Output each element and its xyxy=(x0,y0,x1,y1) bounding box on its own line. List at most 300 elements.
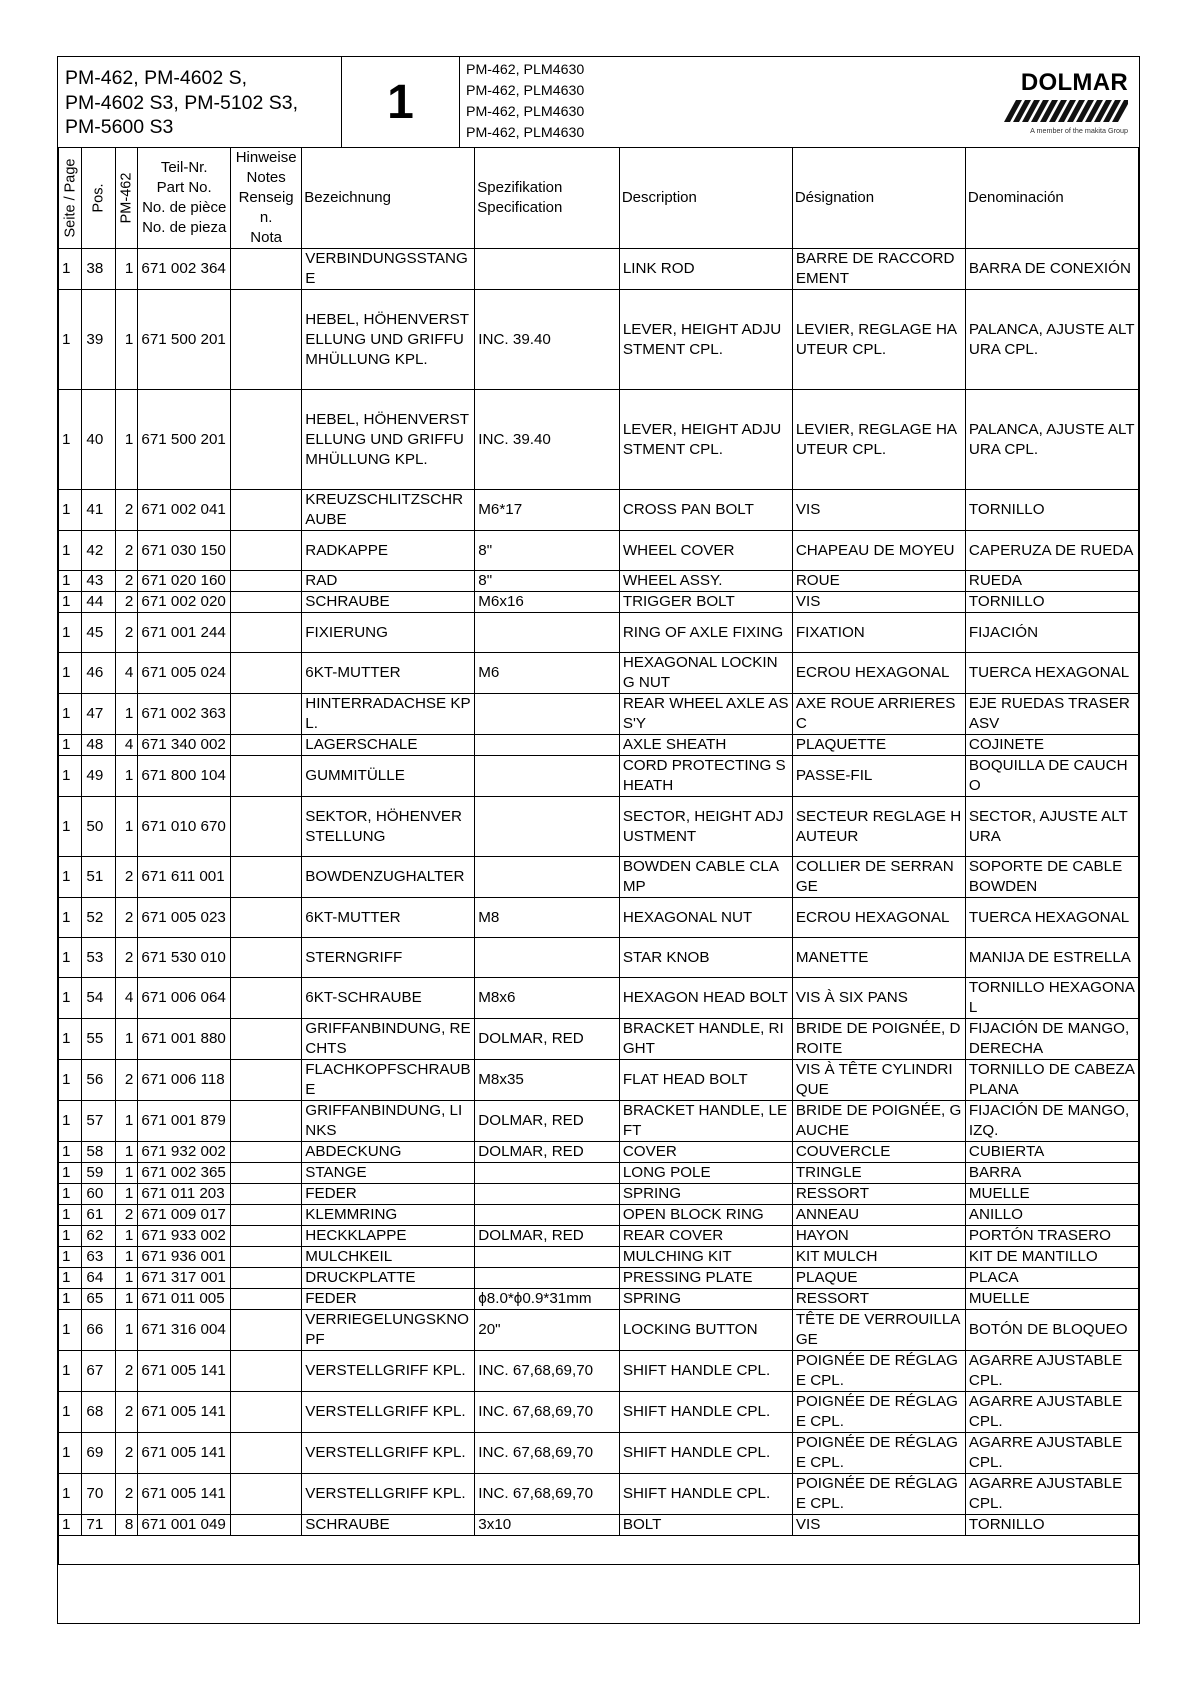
cell-qty: 4 xyxy=(115,978,137,1019)
cell-bezeichnung: STANGE xyxy=(302,1163,475,1184)
cell-notes xyxy=(231,1310,302,1351)
cell-pos: 63 xyxy=(82,1247,116,1268)
cell-part-no: 671 002 364 xyxy=(138,249,231,290)
cell-page: 1 xyxy=(59,249,82,290)
cell-page: 1 xyxy=(59,1310,82,1351)
cell-pos: 46 xyxy=(82,653,116,694)
cell-bezeichnung: GUMMITÜLLE xyxy=(302,756,475,797)
cell-description: REAR COVER xyxy=(619,1226,792,1247)
col-header-notes: Hinweise Notes Renseign. Nota xyxy=(231,148,302,249)
cell-page: 1 xyxy=(59,390,82,490)
cell-designation: COLLIER DE SERRANGE xyxy=(792,857,965,898)
cell-qty: 1 xyxy=(115,1142,137,1163)
cell-qty: 2 xyxy=(115,1392,137,1433)
cell-denominacion: PALANCA, AJUSTE ALTURA CPL. xyxy=(965,390,1138,490)
cell-designation: ECROU HEXAGONAL xyxy=(792,653,965,694)
cell-page: 1 xyxy=(59,1163,82,1184)
cell-part-no: 671 800 104 xyxy=(138,756,231,797)
cell-notes xyxy=(231,592,302,613)
cell-page: 1 xyxy=(59,1392,82,1433)
table-row xyxy=(59,571,1139,592)
cell-spec: INC. 67,68,69,70 xyxy=(475,1433,620,1474)
cell-spec xyxy=(475,797,620,857)
cell-spec xyxy=(475,938,620,978)
cell-description: SECTOR, HEIGHT ADJUSTMENT xyxy=(619,797,792,857)
cell-notes xyxy=(231,1392,302,1433)
cell-designation: PASSE-FIL xyxy=(792,756,965,797)
cell-designation: COUVERCLE xyxy=(792,1142,965,1163)
cell-notes xyxy=(231,1101,302,1142)
cell-denominacion: AGARRE AJUSTABLE CPL. xyxy=(965,1392,1138,1433)
cell-qty: 2 xyxy=(115,490,137,531)
cell-description: LINK ROD xyxy=(619,249,792,290)
cell-notes xyxy=(231,290,302,390)
cell-part-no: 671 009 017 xyxy=(138,1205,231,1226)
cell-qty: 1 xyxy=(115,1184,137,1205)
cell-spec: 8" xyxy=(475,531,620,571)
cell-spec: DOLMAR, RED xyxy=(475,1019,620,1060)
cell-qty: 1 xyxy=(115,756,137,797)
cell-description: PRESSING PLATE xyxy=(619,1268,792,1289)
cell-pos: 67 xyxy=(82,1351,116,1392)
table-row xyxy=(59,1310,1139,1351)
cell-spec xyxy=(475,735,620,756)
cell-pos: 71 xyxy=(82,1515,116,1536)
table-row xyxy=(59,592,1139,613)
cell-designation: AXE ROUE ARRIERESC xyxy=(792,694,965,735)
cell-denominacion: CUBIERTA xyxy=(965,1142,1138,1163)
cell-bezeichnung: VERSTELLGRIFF KPL. xyxy=(302,1392,475,1433)
variant-line: PM-462, PLM4630 xyxy=(466,104,585,120)
cell-designation: BRIDE DE POIGNÉE, GAUCHE xyxy=(792,1101,965,1142)
cell-pos: 57 xyxy=(82,1101,116,1142)
cell-denominacion: RUEDA xyxy=(965,571,1138,592)
cell-designation: ANNEAU xyxy=(792,1205,965,1226)
cell-page: 1 xyxy=(59,1205,82,1226)
table-row xyxy=(59,978,1139,1019)
cell-denominacion: TORNILLO xyxy=(965,592,1138,613)
cell-spec: 3x10 xyxy=(475,1515,620,1536)
cell-description: STAR KNOB xyxy=(619,938,792,978)
cell-notes xyxy=(231,1060,302,1101)
cell-denominacion: BOTÓN DE BLOQUEO xyxy=(965,1310,1138,1351)
cell-designation: PLAQUETTE xyxy=(792,735,965,756)
cell-part-no: 671 001 879 xyxy=(138,1101,231,1142)
table-row xyxy=(59,613,1139,653)
cell-qty: 2 xyxy=(115,938,137,978)
cell-pos: 64 xyxy=(82,1268,116,1289)
cell-designation: LEVIER, REGLAGE HAUTEUR CPL. xyxy=(792,390,965,490)
cell-spec xyxy=(475,1184,620,1205)
cell-notes xyxy=(231,1433,302,1474)
cell-spec xyxy=(475,1205,620,1226)
cell-qty: 2 xyxy=(115,1474,137,1515)
cell-notes xyxy=(231,735,302,756)
cell-qty: 1 xyxy=(115,1163,137,1184)
brand-tagline: A member of the makita Group xyxy=(1030,126,1128,135)
cell-page: 1 xyxy=(59,592,82,613)
cell-description: FLAT HEAD BOLT xyxy=(619,1060,792,1101)
cell-description: WHEEL ASSY. xyxy=(619,571,792,592)
cell-description: SPRING xyxy=(619,1184,792,1205)
cell-part-no: 671 530 010 xyxy=(138,938,231,978)
cell-page: 1 xyxy=(59,694,82,735)
cell-qty: 1 xyxy=(115,1289,137,1310)
cell-pos: 42 xyxy=(82,531,116,571)
model-line: PM-4602 S3, PM-5102 S3, xyxy=(65,91,299,114)
cell-denominacion: TORNILLO xyxy=(965,490,1138,531)
cell-qty: 2 xyxy=(115,571,137,592)
cell-pos: 38 xyxy=(82,249,116,290)
cell-notes xyxy=(231,249,302,290)
cell-spec: M6x16 xyxy=(475,592,620,613)
cell-notes xyxy=(231,857,302,898)
cell-spec xyxy=(475,1163,620,1184)
cell-qty: 2 xyxy=(115,857,137,898)
table-row xyxy=(59,1060,1139,1101)
cell-page: 1 xyxy=(59,1019,82,1060)
cell-designation: ROUE xyxy=(792,571,965,592)
table-row xyxy=(59,1184,1139,1205)
cell-part-no: 671 030 150 xyxy=(138,531,231,571)
cell-page: 1 xyxy=(59,1184,82,1205)
table-row xyxy=(59,390,1139,490)
cell-bezeichnung: SCHRAUBE xyxy=(302,1515,475,1536)
cell-bezeichnung: DRUCKPLATTE xyxy=(302,1268,475,1289)
parts-list-sheet xyxy=(57,56,1140,1624)
cell-part-no: 671 005 141 xyxy=(138,1351,231,1392)
table-row xyxy=(59,1392,1139,1433)
table-header-row xyxy=(59,148,1139,249)
cell-page: 1 xyxy=(59,978,82,1019)
cell-denominacion: AGARRE AJUSTABLE CPL. xyxy=(965,1351,1138,1392)
table-row xyxy=(59,249,1139,290)
cell-denominacion: KIT DE MANTILLO xyxy=(965,1247,1138,1268)
cell-part-no: 671 316 004 xyxy=(138,1310,231,1351)
cell-description: SHIFT HANDLE CPL. xyxy=(619,1474,792,1515)
table-row xyxy=(59,1433,1139,1474)
cell-qty: 2 xyxy=(115,592,137,613)
cell-qty: 1 xyxy=(115,290,137,390)
table-row xyxy=(59,290,1139,390)
table-row xyxy=(59,735,1139,756)
cell-spec xyxy=(475,756,620,797)
cell-pos: 65 xyxy=(82,1289,116,1310)
cell-page: 1 xyxy=(59,290,82,390)
dolmar-stripes-logo-icon xyxy=(1004,100,1128,122)
cell-designation: POIGNÉE DE RÉGLAGE CPL. xyxy=(792,1392,965,1433)
cell-designation: RESSORT xyxy=(792,1184,965,1205)
cell-bezeichnung: STERNGRIFF xyxy=(302,938,475,978)
cell-spec: 8" xyxy=(475,571,620,592)
variant-line: PM-462, PLM4630 xyxy=(466,125,585,141)
cell-part-no: 671 005 141 xyxy=(138,1474,231,1515)
cell-pos: 58 xyxy=(82,1142,116,1163)
cell-denominacion: PORTÓN TRASERO xyxy=(965,1226,1138,1247)
col-header-pos: Pos. xyxy=(82,148,116,249)
cell-page: 1 xyxy=(59,898,82,938)
cell-pos: 68 xyxy=(82,1392,116,1433)
cell-notes xyxy=(231,1142,302,1163)
cell-denominacion: EJE RUEDAS TRASERASV xyxy=(965,694,1138,735)
cell-description: REAR WHEEL AXLE ASS'Y xyxy=(619,694,792,735)
table-row xyxy=(59,653,1139,694)
table-row xyxy=(59,1101,1139,1142)
cell-qty: 2 xyxy=(115,898,137,938)
cell-spec xyxy=(475,613,620,653)
cell-designation: CHAPEAU DE MOYEU xyxy=(792,531,965,571)
cell-spec: M8x6 xyxy=(475,978,620,1019)
cell-bezeichnung: VERSTELLGRIFF KPL. xyxy=(302,1474,475,1515)
cell-qty: 2 xyxy=(115,531,137,571)
cell-spec xyxy=(475,249,620,290)
cell-page: 1 xyxy=(59,735,82,756)
cell-designation: POIGNÉE DE RÉGLAGE CPL. xyxy=(792,1351,965,1392)
cell-pos: 47 xyxy=(82,694,116,735)
cell-spec: M6*17 xyxy=(475,490,620,531)
cell-designation: TÊTE DE VERROUILLAGE xyxy=(792,1310,965,1351)
cell-denominacion: SOPORTE DE CABLE BOWDEN xyxy=(965,857,1138,898)
cell-page: 1 xyxy=(59,1060,82,1101)
cell-page: 1 xyxy=(59,857,82,898)
cell-description: LONG POLE xyxy=(619,1163,792,1184)
cell-notes xyxy=(231,1184,302,1205)
cell-bezeichnung: ABDECKUNG xyxy=(302,1142,475,1163)
cell-part-no: 671 932 002 xyxy=(138,1142,231,1163)
cell-page: 1 xyxy=(59,1101,82,1142)
cell-bezeichnung: BOWDENZUGHALTER xyxy=(302,857,475,898)
model-line: PM-5600 S3 xyxy=(65,116,174,138)
cell-notes xyxy=(231,1247,302,1268)
cell-notes xyxy=(231,1351,302,1392)
cell-designation: BARRE DE RACCORDEMENT xyxy=(792,249,965,290)
cell-spec: M8x35 xyxy=(475,1060,620,1101)
cell-spec: DOLMAR, RED xyxy=(475,1226,620,1247)
cell-notes xyxy=(231,694,302,735)
cell-designation: VIS À TÊTE CYLINDRIQUE xyxy=(792,1060,965,1101)
cell-bezeichnung: VERSTELLGRIFF KPL. xyxy=(302,1351,475,1392)
cell-designation: SECTEUR REGLAGE HAUTEUR xyxy=(792,797,965,857)
cell-bezeichnung: HINTERRADACHSE KPL. xyxy=(302,694,475,735)
cell-spec xyxy=(475,694,620,735)
cell-description: WHEEL COVER xyxy=(619,531,792,571)
col-header-part-no: Teil-Nr. Part No. No. de pièce No. de pieza xyxy=(138,148,231,249)
cell-pos: 49 xyxy=(82,756,116,797)
cell-description: AXLE SHEATH xyxy=(619,735,792,756)
cell-bezeichnung: RADKAPPE xyxy=(302,531,475,571)
cell-denominacion: TORNILLO HEXAGONAL xyxy=(965,978,1138,1019)
cell-description: COVER xyxy=(619,1142,792,1163)
cell-designation: FIXATION xyxy=(792,613,965,653)
cell-notes xyxy=(231,571,302,592)
cell-qty: 1 xyxy=(115,694,137,735)
cell-notes xyxy=(231,756,302,797)
cell-part-no: 671 936 001 xyxy=(138,1247,231,1268)
cell-pos: 62 xyxy=(82,1226,116,1247)
table-row-empty xyxy=(59,1536,1139,1565)
model-list xyxy=(58,57,342,147)
table-row xyxy=(59,1351,1139,1392)
cell-denominacion: PLACA xyxy=(965,1268,1138,1289)
cell-page: 1 xyxy=(59,1268,82,1289)
cell-page: 1 xyxy=(59,797,82,857)
cell-page: 1 xyxy=(59,1474,82,1515)
cell-qty: 1 xyxy=(115,1101,137,1142)
table-row xyxy=(59,797,1139,857)
cell-part-no: 671 011 005 xyxy=(138,1289,231,1310)
cell-part-no: 671 020 160 xyxy=(138,571,231,592)
cell-pos: 53 xyxy=(82,938,116,978)
cell-description: HEXAGONAL LOCKING NUT xyxy=(619,653,792,694)
cell-denominacion: TORNILLO xyxy=(965,1515,1138,1536)
cell-pos: 44 xyxy=(82,592,116,613)
cell-spec: INC. 67,68,69,70 xyxy=(475,1351,620,1392)
cell-designation: RESSORT xyxy=(792,1289,965,1310)
cell-designation: POIGNÉE DE RÉGLAGE CPL. xyxy=(792,1433,965,1474)
cell-bezeichnung: FLACHKOPFSCHRAUBE xyxy=(302,1060,475,1101)
cell-description: BRACKET HANDLE, LEFT xyxy=(619,1101,792,1142)
cell-denominacion: BARRA xyxy=(965,1163,1138,1184)
table-row xyxy=(59,1226,1139,1247)
cell-part-no: 671 001 049 xyxy=(138,1515,231,1536)
cell-page: 1 xyxy=(59,1515,82,1536)
cell-description: BOWDEN CABLE CLAMP xyxy=(619,857,792,898)
cell-pos: 40 xyxy=(82,390,116,490)
cell-description: LEVER, HEIGHT ADJUSTMENT CPL. xyxy=(619,290,792,390)
cell-bezeichnung: MULCHKEIL xyxy=(302,1247,475,1268)
cell-description: SPRING xyxy=(619,1289,792,1310)
cell-qty: 1 xyxy=(115,797,137,857)
cell-qty: 1 xyxy=(115,1247,137,1268)
cell-page: 1 xyxy=(59,938,82,978)
cell-bezeichnung: 6KT-MUTTER xyxy=(302,898,475,938)
cell-qty: 1 xyxy=(115,1310,137,1351)
cell-page: 1 xyxy=(59,1226,82,1247)
cell-designation: LEVIER, REGLAGE HAUTEUR CPL. xyxy=(792,290,965,390)
cell-qty: 1 xyxy=(115,1226,137,1247)
cell-bezeichnung: SCHRAUBE xyxy=(302,592,475,613)
cell-description: LOCKING BUTTON xyxy=(619,1310,792,1351)
cell-qty: 2 xyxy=(115,613,137,653)
cell-spec xyxy=(475,1268,620,1289)
cell-designation: KIT MULCH xyxy=(792,1247,965,1268)
cell-notes xyxy=(231,1163,302,1184)
cell-part-no: 671 006 118 xyxy=(138,1060,231,1101)
cell-designation: POIGNÉE DE RÉGLAGE CPL. xyxy=(792,1474,965,1515)
cell-part-no: 671 002 041 xyxy=(138,490,231,531)
cell-notes xyxy=(231,653,302,694)
cell-bezeichnung: HEBEL, HÖHENVERSTELLUNG UND GRIFFUMHÜLLUNG KPL. xyxy=(302,390,475,490)
col-header-description: Description xyxy=(619,148,792,249)
table-row xyxy=(59,1268,1139,1289)
cell-spec xyxy=(475,857,620,898)
cell-part-no: 671 005 141 xyxy=(138,1392,231,1433)
col-header-bezeichnung: Bezeichnung xyxy=(302,148,475,249)
cell-denominacion: TORNILLO DE CABEZA PLANA xyxy=(965,1060,1138,1101)
cell-page: 1 xyxy=(59,1247,82,1268)
col-header-qty: PM-462 xyxy=(115,148,137,249)
cell-denominacion: FIJACIÓN xyxy=(965,613,1138,653)
cell-denominacion: FIJACIÓN DE MANGO, IZQ. xyxy=(965,1101,1138,1142)
cell-denominacion: ANILLO xyxy=(965,1205,1138,1226)
cell-bezeichnung: KREUZSCHLITZSCHRAUBE xyxy=(302,490,475,531)
cell-description: HEXAGONAL NUT xyxy=(619,898,792,938)
cell-bezeichnung: HEBEL, HÖHENVERSTELLUNG UND GRIFFUMHÜLLUNG KPL. xyxy=(302,290,475,390)
cell-part-no: 671 006 064 xyxy=(138,978,231,1019)
cell-page: 1 xyxy=(59,531,82,571)
cell-notes xyxy=(231,613,302,653)
cell-notes xyxy=(231,390,302,490)
variant-line: PM-462, PLM4630 xyxy=(466,83,585,99)
model-line: PM-462, PM-4602 S, xyxy=(65,67,248,89)
cell-designation: VIS À SIX PANS xyxy=(792,978,965,1019)
col-header-denominacion: Denominación xyxy=(965,148,1138,249)
variant-list xyxy=(460,57,760,147)
cell-bezeichnung: LAGERSCHALE xyxy=(302,735,475,756)
cell-part-no: 671 340 002 xyxy=(138,735,231,756)
cell-notes xyxy=(231,490,302,531)
table-row xyxy=(59,490,1139,531)
cell-qty: 1 xyxy=(115,249,137,290)
cell-bezeichnung: GRIFFANBINDUNG, LINKS xyxy=(302,1101,475,1142)
cell-denominacion: SECTOR, AJUSTE ALTURA xyxy=(965,797,1138,857)
cell-designation: VIS xyxy=(792,1515,965,1536)
cell-designation: HAYON xyxy=(792,1226,965,1247)
cell-part-no: 671 002 365 xyxy=(138,1163,231,1184)
cell-spec: M6 xyxy=(475,653,620,694)
cell-part-no: 671 005 023 xyxy=(138,898,231,938)
cell-qty: 2 xyxy=(115,1060,137,1101)
cell-bezeichnung: HECKKLAPPE xyxy=(302,1226,475,1247)
cell-bezeichnung: FEDER xyxy=(302,1289,475,1310)
variant-line: PM-462, PLM4630 xyxy=(466,62,585,78)
page-header xyxy=(58,57,1138,148)
cell-pos: 59 xyxy=(82,1163,116,1184)
cell-pos: 43 xyxy=(82,571,116,592)
cell-page: 1 xyxy=(59,756,82,797)
cell-notes xyxy=(231,531,302,571)
cell-bezeichnung: SEKTOR, HÖHENVERSTELLUNG xyxy=(302,797,475,857)
cell-designation: VIS xyxy=(792,490,965,531)
cell-pos: 51 xyxy=(82,857,116,898)
col-header-spec: Spezifikation Specification xyxy=(475,148,620,249)
cell-pos: 39 xyxy=(82,290,116,390)
cell-part-no: 671 933 002 xyxy=(138,1226,231,1247)
cell-bezeichnung: 6KT-MUTTER xyxy=(302,653,475,694)
cell-notes xyxy=(231,938,302,978)
cell-page: 1 xyxy=(59,653,82,694)
cell-pos: 69 xyxy=(82,1433,116,1474)
cell-denominacion: TUERCA HEXAGONAL xyxy=(965,898,1138,938)
cell-bezeichnung: VERRIEGELUNGSKNOPF xyxy=(302,1310,475,1351)
cell-bezeichnung: 6KT-SCHRAUBE xyxy=(302,978,475,1019)
col-header-designation: Désignation xyxy=(792,148,965,249)
cell-description: CROSS PAN BOLT xyxy=(619,490,792,531)
cell-page: 1 xyxy=(59,613,82,653)
cell-denominacion: AGARRE AJUSTABLE CPL. xyxy=(965,1474,1138,1515)
cell-qty: 1 xyxy=(115,390,137,490)
cell-pos: 66 xyxy=(82,1310,116,1351)
cell-description: BOLT xyxy=(619,1515,792,1536)
cell-pos: 54 xyxy=(82,978,116,1019)
cell-notes xyxy=(231,1474,302,1515)
cell-qty: 4 xyxy=(115,735,137,756)
cell-description: MULCHING KIT xyxy=(619,1247,792,1268)
cell-description: SHIFT HANDLE CPL. xyxy=(619,1392,792,1433)
cell-pos: 48 xyxy=(82,735,116,756)
cell-spec: INC. 39.40 xyxy=(475,290,620,390)
table-row xyxy=(59,857,1139,898)
